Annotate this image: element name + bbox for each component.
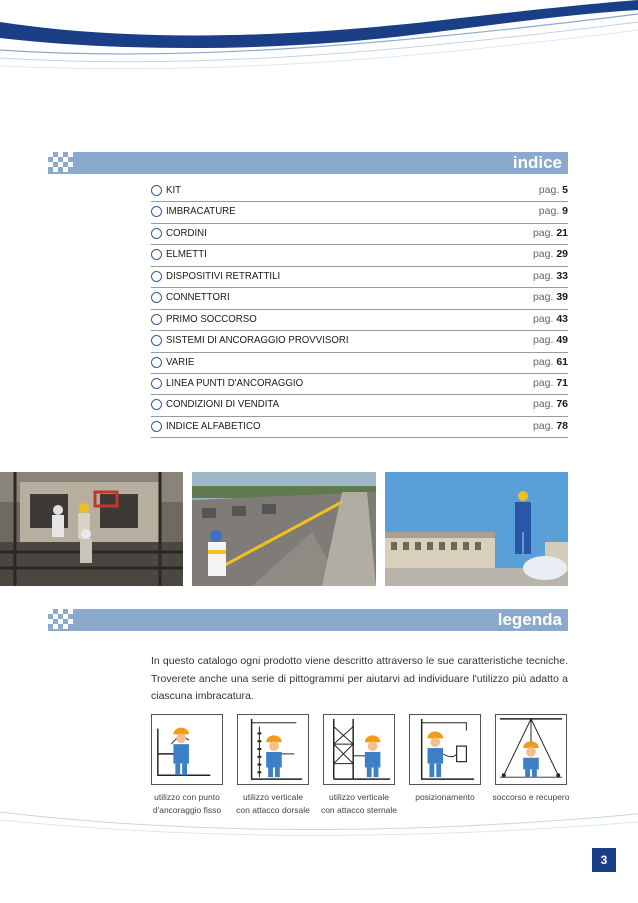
toc-page-number: 21: [556, 226, 568, 239]
toc-page-number: 5: [562, 184, 568, 196]
circle-bullet-icon: [151, 421, 162, 432]
toc-page-number: 78: [556, 419, 568, 432]
toc-page-number: 61: [556, 355, 568, 368]
circle-bullet-icon: [151, 378, 162, 389]
toc-label: ELMETTI: [166, 248, 207, 261]
toc-page-number: 71: [556, 376, 568, 389]
header-swoosh-decoration: [0, 0, 638, 75]
toc-label: LINEA PUNTI D'ANCORAGGIO: [166, 376, 304, 389]
photo-workers-on-scaffold: [0, 472, 183, 586]
toc-item-indice-alfabetico[interactable]: INDICE ALFABETICO pag. 78: [151, 417, 568, 438]
circle-bullet-icon: [151, 335, 162, 346]
toc-label: CONNETTORI: [166, 291, 230, 304]
checker-decoration-icon: [48, 152, 78, 174]
page-number: 3: [592, 848, 616, 872]
toc-page-number: 29: [556, 248, 568, 261]
toc-label: CORDINI: [166, 226, 207, 239]
toc-item-connettori[interactable]: CONNETTORI pag. 39: [151, 288, 568, 309]
legenda-intro-text: In questo catalogo ogni prodotto viene descritto attraverso le sue caratteristiche tecniche. Troverete anche una serie di pittogrammi per aiutarvi ad individuare l'utilizzo più adatto a ciascuna imbracatura.: [151, 655, 568, 702]
circle-bullet-icon: [151, 271, 162, 282]
checker-decoration-icon: [48, 609, 78, 631]
toc-item-sistemi-ancoraggio[interactable]: SISTEMI DI ANCORAGGIO PROVVISORI pag. 49: [151, 331, 568, 352]
toc-page-number: 9: [562, 205, 568, 218]
rescue-recovery-pictogram-icon: [495, 714, 567, 785]
positioning-pictogram-icon: [409, 714, 481, 785]
legend-caption-rescue: soccorso e recupero: [492, 792, 570, 802]
legenda-section-bar: [48, 609, 568, 631]
toc-item-primo-soccorso[interactable]: PRIMO SOCCORSO pag. 43: [151, 310, 568, 331]
toc-item-varie[interactable]: VARIE pag. 61: [151, 353, 568, 374]
toc-item-condizioni-vendita[interactable]: CONDIZIONI DI VENDITA pag. 76: [151, 395, 568, 416]
circle-bullet-icon: [151, 357, 162, 368]
legend-caption-vertical-dorsal: utilizzo verticale con attacco dorsale: [236, 792, 310, 815]
toc-page-number: 33: [556, 269, 568, 282]
vertical-sternal-pictogram-icon: [323, 714, 395, 785]
toc-item-kit[interactable]: KIT pag. 5: [151, 181, 568, 202]
table-of-contents: [151, 181, 568, 438]
toc-label: VARIE: [166, 355, 195, 368]
circle-bullet-icon: [151, 292, 162, 303]
toc-page-number: 39: [556, 291, 568, 304]
toc-label: INDICE ALFABETICO: [166, 419, 261, 432]
photo-worker-on-rooftop: [192, 472, 376, 586]
legend-caption-vertical-sternal: utilizzo verticale con attacco sternale: [320, 792, 398, 815]
circle-bullet-icon: [151, 314, 162, 325]
indice-section-bar: [48, 152, 568, 174]
fixed-anchor-pictogram-icon: [151, 714, 223, 785]
toc-label: SISTEMI DI ANCORAGGIO PROVVISORI: [166, 334, 349, 347]
toc-label: CONDIZIONI DI VENDITA: [166, 398, 280, 411]
indice-title: indice: [512, 153, 562, 172]
toc-item-cordini[interactable]: CORDINI pag. 21: [151, 224, 568, 245]
circle-bullet-icon: [151, 249, 162, 260]
photo-worker-on-building-roof: [385, 472, 568, 586]
legend-caption-positioning: posizionamento: [415, 792, 475, 802]
toc-page-number: 43: [556, 312, 568, 325]
toc-item-linea-punti[interactable]: LINEA PUNTI D'ANCORAGGIO pag. 71: [151, 374, 568, 395]
legend-caption-fixed-anchor: utilizzo con punto d'ancoraggio fisso: [152, 792, 222, 815]
toc-label: KIT: [166, 184, 182, 196]
footer-swoosh-decoration: [0, 806, 638, 846]
legenda-title: legenda: [497, 610, 562, 629]
circle-bullet-icon: [151, 399, 162, 410]
toc-item-elmetti[interactable]: ELMETTI pag. 29: [151, 245, 568, 266]
circle-bullet-icon: [151, 206, 162, 217]
vertical-dorsal-pictogram-icon: [237, 714, 309, 785]
circle-bullet-icon: [151, 185, 162, 196]
toc-label: PRIMO SOCCORSO: [166, 312, 257, 325]
toc-label: IMBRACATURE: [166, 205, 236, 218]
toc-label: DISPOSITIVI RETRATTILI: [166, 269, 281, 282]
toc-page-number: 76: [556, 398, 568, 411]
circle-bullet-icon: [151, 228, 162, 239]
toc-item-dispositivi-retrattili[interactable]: DISPOSITIVI RETRATTILI pag. 33: [151, 267, 568, 288]
toc-page-number: 49: [556, 334, 568, 347]
toc-item-imbracature[interactable]: IMBRACATURE pag. 9: [151, 202, 568, 223]
